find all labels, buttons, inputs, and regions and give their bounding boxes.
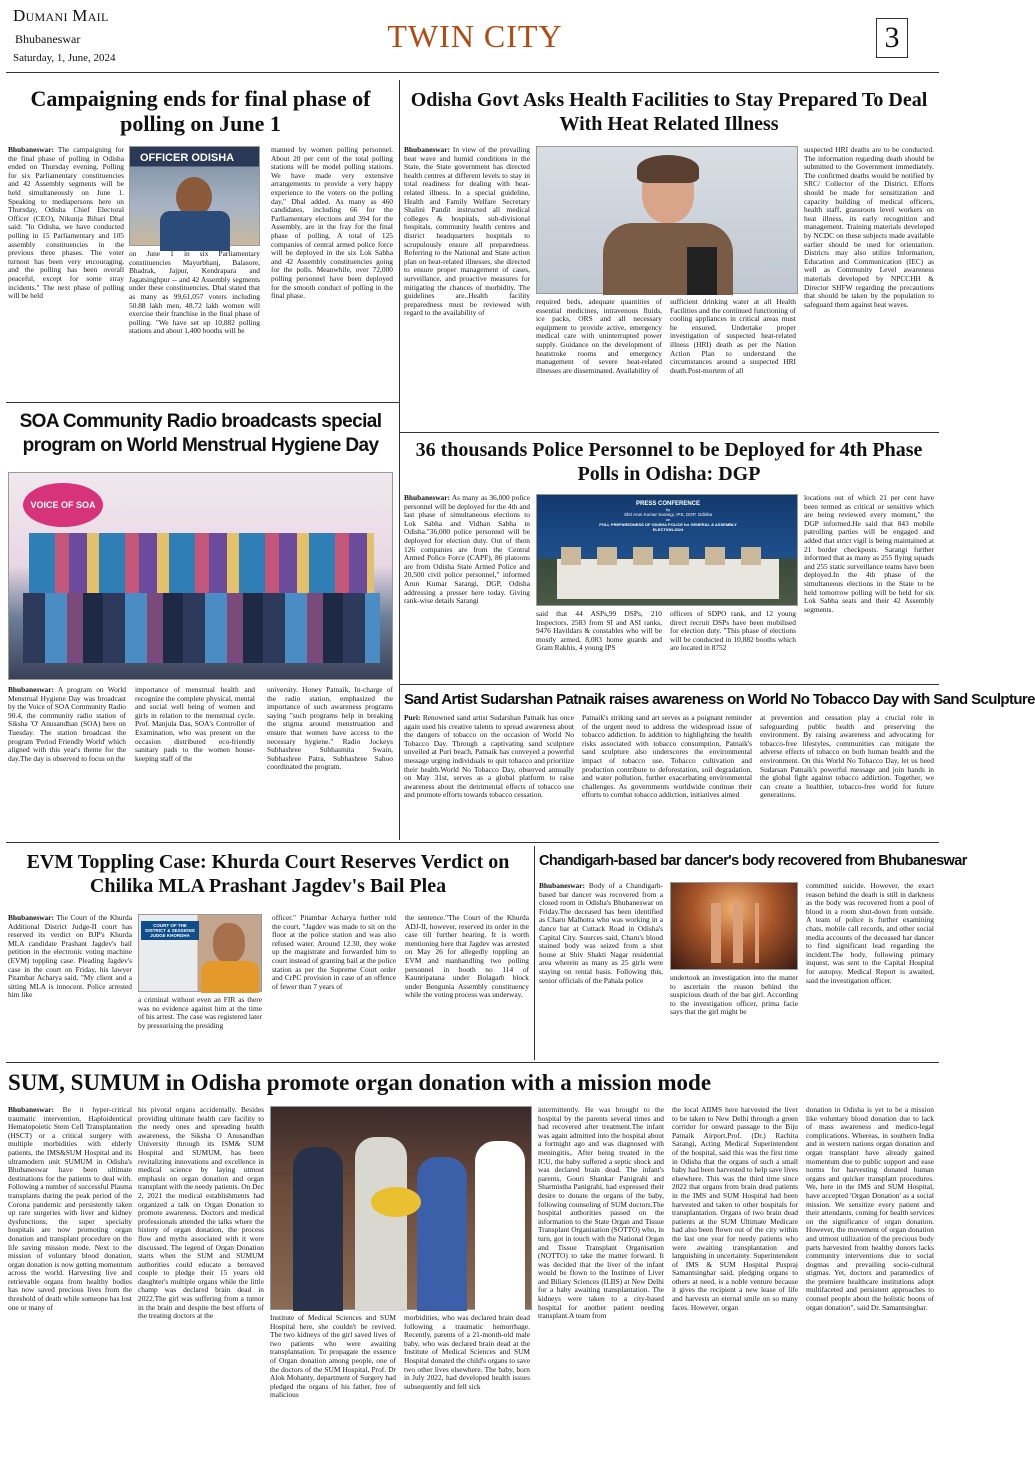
a6-col4 (405, 914, 529, 1056)
a7-col3 (806, 882, 934, 1058)
a8-col5 (538, 1106, 664, 1462)
a4-text3: officers of SDPO rank, and 12 young direct recruit DSPs have been mobilised for election duty. "This phase of elections will be conducted in 10,882 booths which are located in 8752 (670, 609, 796, 653)
a3-text1: Bhubaneswar: A program on World Menstrual Hygiene Day was broadcast by the Voice of SOA Community Radio 90.4, the community radio station of Siksha 'O' Anusandhan (SOA) here on Tuesday. The station broadcast the program 'Period Friendly World' which aligned with this year's theme for the day.The day is observed to focus on the (8, 685, 126, 763)
a6-col1 (8, 914, 132, 1056)
paper-name: Dumani Mail (13, 6, 109, 25)
secretary-mic (687, 247, 717, 295)
a1-col2 (129, 250, 260, 396)
a1-col1 (8, 146, 124, 396)
headline-sand-artist: Sand Artist Sudarshan Patnaik raises awareness on World No Tobacco Day with Sand Sculpture (404, 691, 1035, 708)
person-4 (475, 1141, 525, 1311)
banner-line5: POLL PREPAREDNESS OF ODISHA POLICE for GENERAL & ASSEMBLY ELECTION-2024 (599, 522, 737, 532)
group-people-row1 (29, 533, 374, 593)
headline-campaigning: Campaigning ends for final phase of polling on June 1 (30, 86, 371, 136)
person-1 (293, 1147, 343, 1311)
banner-line2: by (665, 507, 671, 512)
headline-heat: Odisha Govt Asks Health Facilities to Stay Prepared To Deal With Heat Related Illness (410, 89, 928, 135)
person-2 (355, 1137, 407, 1311)
person-3 (417, 1157, 467, 1311)
a8-text5: intermittently. He was brought to the hospital by the parents several times and had recovered after treatment.The infant was again admitted into the hospital about a fortnight ago and was diagnosed with meningitis,. After being treated in the ICU, the baby suffered a septic shock and was declared brain dead. The infant's parents, Gouri Shankar Panigrahi and Sharmistha Panigrahi, had expressed their desire to donate the organs of the baby, following counseling of SUM doctors.The hospital authorities passed on the information to the State Organ and Tissue Transplant Organisation (SOTTO) who, in turn, got in touch with the National Organ and Tissue Transplant Organisation (NOTTO) to take the matter forward. It was decided that the liver of the infant would be flown to the Institute of Liver and Biliary Sciences (ILBS) at New Delhi for a baby awaiting transplantation. The kidneys were taken to a city-based hospital for another patient needing transplant.A team from (538, 1105, 664, 1321)
a7-col2 (670, 974, 798, 1058)
a3-text3: university. Honey Patnaik, In-charge of the radio station, emphasized the importance of such awareness programs saying "such programs help in breaking the stigma around menstruation and ensure that women have access to the necessary hygiene." Radio Jockeys Subhashree Subhasmita Swain, Subhashree Patra, Subhashree Sahoo coordinated the program. (267, 685, 393, 772)
secretary-photo (536, 146, 798, 294)
a3-col1 (8, 686, 126, 834)
a8-text4: morbidities, who was declared brain dead following a traumatic hemorrhage. Recently, parents of a 21-month-old male baby, who was declared brain dead at the Institute of Medical Sciences and SUM Hospital donated the child's organs to save two other lives elsewhere. The baby, born in July 2022, had developed health issues subsequently and fell sick (404, 1313, 530, 1391)
a8-col7 (806, 1106, 934, 1462)
panel-table (557, 559, 779, 599)
a8-col4 (404, 1314, 530, 1462)
a6-text4: the sentence."The Court of the Khurda ADJ-II, however, reserved its order in the case till further hearing. It is worth mentioning here that Jagdev was arrested on May 26 for allegedly toppling an EVM and manhandling two polling personnel in booth no 114 of Kaunripatana under Bolagarh block under Bengunia Assembly constituency while the voting process was underway. (405, 913, 529, 1000)
a2-text2: required beds, adequate quantities of essential medicines, intravenous fluids, ice packs, ORS and all necessary equipment to provide active, emergency medical care with uninterrupted power supply. Guidance on the development of heatstroke rooms and emergency management of severe heat-related illnesses are disseminated. Availability of (536, 297, 662, 375)
a1-text3: manned by women polling personnel. About 20 per cent of the total polling stations will be model polling stations. We have made very extensive arrangements to provide a very happy experience to the voters on the polling day," Dhal added. As many as 460 candidates, including 66 for the Parliamentary elections and 394 for the Assembly, are in the fray for the final phase of polling. A total of 125 companies of central armed police force will be deployed in the six Lok Sabha and 42 Assembly constituencies going for the polls. Meanwhile, over 72,000 polling personnel have been deployed for the smooth conduct of polling in the final phase. (271, 145, 393, 301)
a4-col3 (670, 610, 796, 680)
a7-text3: committed suicide. However, the exact reason behind the death is still in darkness as the body was recovered from a pool of blood in a room shut-down from outside. A team of police is further examining chats, mobile call records, and other social media accounts of the deceased bar dancer to find significant lead regarding the incident.The body, following primary inquest, was sent to the Capital Hospital for autopsy. Medical Report is awaited, said the investigation officer. (806, 881, 934, 985)
banner-line1: PRESS CONFERENCE (635, 501, 700, 507)
crime-scene-photo (670, 882, 798, 970)
a2-col1 (404, 146, 530, 430)
h-divider-5 (6, 1062, 939, 1063)
headline-evm: EVM Toppling Case: Khurda Court Reserves Verdict on Chilika MLA Prashant Jagdev's Bail Plea (26, 851, 510, 897)
a1-text2: on June 1 in six Parliamentary constituencies Mayurbhanj, Balasore, Bhadrak, Jajpur, Kendrapara and Jagatsinghpur -- and 42 Assembly segments under these constituencies. Dhal stated that as many as 99,61,057 voters including 50.88 lakh men, 48.72 lakh women will exercise their franchise in the final phase of polling. "We have set up 10,882 polling stations and about 1,400 booths will be (129, 249, 260, 336)
officer-press-photo (129, 146, 260, 246)
section-title: TWIN CITY (387, 18, 563, 54)
a8-text1: Bhubaneswar: Be it hyper-critical traumatic intervention, Haploidentical Hematopoietic Stem Cell Transplantation (HSCT) or a critical surgery with multiple morbidities with elderly patients, the IMS&SUM Hospital and its ultramodern unit SUMUM in Odisha's Bhubaneswar have been ultimate destinations for the patients to deal with. Following a number of successful Plasma transplants during the peak period of the Corona pandemic and persistently taken up rare surgeries with liver and kidney dysfunctions, the super specialty hospitals are now promoting organ donation and transplant procedure on the life saving mission mode. Next to the mission of voluntary blood donation, organ donation is now getting momentum across the world. Harvesting live and retrievable organs from healthy bodies has now saved precious lives from the threshold of death while someone has lost one or many of (8, 1105, 132, 1312)
a2-col3 (670, 298, 796, 430)
a2-text4: suspected HRI deaths are to be conducted. The information regarding death should be submitted to the Government immediately. The confirmed deaths would be notified by SRC/ Collector of the District. Efforts should be made for sensitization and capacity building of medical officers, health staff, grassroots level workers on heat illness, its early recognition and management. Training materials developed by NCDC on these subjects made available earlier should be used for orientation. Districts may also utilize Information, Education and Communication (IEC) as well as Community Level awareness materials developed by NPCCHH & Director SHFW regarding the precautions that should be taken by the population to safeguard them against heat waves. (804, 145, 934, 309)
award-ceremony-photo (270, 1106, 532, 1310)
headline-soa-radio: SOA Community Radio broadcasts special program on World Menstrual Hygiene Day (19, 411, 382, 456)
a6-text1: Bhubaneswar: The Court of the Khurda Additional District Judge-II court has reserved its verdict on BJP's Khurda MLA candidate Prashant Jagdev's bail petition in the electronic voting machine (EVM) toppling case. Pleading Jagdev's case in the court on Friday, his lawyer Pitambar Acharya said, "My client and a sitting MLA is innocent. Police arrested him like (8, 913, 132, 1000)
a3-col3 (267, 686, 393, 834)
headline-organ: SUM, SUMUM in Odisha promote organ donation with a mission mode (8, 1070, 712, 1095)
a6-col3 (272, 914, 396, 1056)
a4-col1 (404, 494, 530, 680)
a8-text7: donation in Odisha is yet to be a mission like voluntary blood donation due to lack of mass awareness and medico-legal complications. Whereas, in southern India and in western nations organ donation and organ transplant have already gained momentum due to public support and ease norms for harvesting donated human organs and quicker transplant procedures. We, here in the IMS and SUM Hospital, have accepted 'Organ Donation' as a social mission. We sensitize every patient and their attendants, coming for health services on the significance of organ donation. However, the movement of organ donation and utmost utilization of the precious body parts harvested from healthy donors lacks community interventions due to social dogmas and prevailing socio-cultural stigmas. Yet, doctors and paramedics of the premiere healthcare institutions adopt multifaceted and persistent approaches to counsel people about the holistic boons of organ donation", said Dr. Samantsinghar. (806, 1105, 934, 1312)
paper-city: Bhubaneswar (15, 32, 81, 46)
a2-text3: sufficient drinking water at all Health Facilities and the continued functioning of cooling appliances in critical areas must be ensured. Undertake proper investigation of suspected heat-related illness (HRI) death as per the Nation Action Plan to understand the circumstances around a suspected HRI death.Post-mortem of all (670, 297, 796, 375)
a4-col2 (536, 610, 662, 680)
a1-col3 (271, 146, 393, 396)
a7-text1: Bhubaneswar: Body of a Chandigarh-based bar dancer was recovered from a closed room in Odisha's Bhubaneswar on Friday.The deceased has been identified as Charu Malhotra who was working in a dance bar at Cuttack Road in Odisha's Capital City. Sources said, Charu's blood stained body was seized from a shut house at Shiv Shakti Nagar residential area wherein as many as 25 girls were staying on rental basis. Following this, senior officials of the Pahala police (539, 881, 663, 985)
a5-col2 (582, 714, 752, 838)
court-sign: COURT OF THE DISTRICT & SESSIONS JUDGE KHORDHA (141, 921, 199, 940)
a1-text1: Bhubaneswar: The campaigning for the final phase of polling in Odisha ended on Thursday evening. Polling for six Parliamentary constituencies and 42 Assembly segments will be held simultaneously on June 1. Speaking to mediapersons here on Thursday, Odisha Chief Electoral Officer (CEO), Nikunja Bihari Dhal said: "In Odisha, we have conducted polling in 15 Parliamentary and 105 assembly constituencies in the previous three phases. The voter turnout has been very encouraging, and the polling has been overall peaceful, except for some stray incidents." The next phase of polling will be held (8, 145, 124, 301)
a5-text3: at prevention and cessation play a crucial role in safeguarding public health and preserving the environment. By raising awareness and advocating for tobacco-free lifestyles, communities can mitigate the adverse effects of tobacco on both human health and the environment. On this World No Tobacco Day, let us heed Sudarsan Patnaik's powerful message and join hands in the global fight against tobacco addiction. Together, we can create a healthier, tobacco-free world for future generations. (760, 713, 934, 800)
conference-banner (597, 501, 739, 532)
masthead-rule (6, 72, 939, 73)
h-divider-3 (399, 684, 939, 685)
a8-text3: Institute of Medical Sciences and SUM Hospital here, she couldn't be revived. The two kidneys of the girl saved lives of two patients who were awaiting transplantation. To propagate the essence of Organ donation among people, one of the doctors of the SUM Hospital, Prof. Dr Alok Mohanty, department of Surgery had pledged the organs of his father, free of malicious (270, 1313, 396, 1400)
page-number: 3 (876, 18, 908, 58)
panel-officers (561, 547, 775, 565)
h-divider-4 (6, 842, 939, 843)
a7-text2: undertook an investigation into the matter to ascertain the reason behind the suspicious death of the bar girl. According to the investigation officer, prima facie says that the girl might be (670, 973, 798, 1017)
radio-banner: VOICE OF SOA (23, 483, 103, 527)
v-divider (399, 80, 400, 840)
mla-face (213, 923, 245, 963)
a6-text3: officer." Pitambar Acharya further told the court, "Jagdev was made to sit on the floor at the police station and was also refused water. Around 12.30, they woke up the magistrate and forwarded him to court instead of granting bail at the police station as per the Supreme Court order and CrPC provision in case of an offence of fewer than 7 years of (272, 913, 396, 991)
a3-col2 (135, 686, 255, 834)
a8-text6: the local AIIMS here harvested the liver to be taken to New Delhi through a green corridor for onward passage to the Biju Patnaik Airport.Prof. (Dr.) Rachita Sarangi, Acting Medical Superintendent of the hospital, said this was the first time in Odisha that the organs of such a small baby had been harvested to help save lives elsewhere. This was the third time since 2022 that organs from brain dead patients in the IMS and SUM Hospital had been harvested and taken to other hospitals for transplantation. Organs of two brain dead patients at the SUM Ultimate Medicare had also been flown out of the city within the last one year for needy patients who were awaiting transplantation and languishing in uncertainty. Superintendent of IMS & SUM Hospital Puspraj Samantsinghar said, pledging organs to others at need, is a noble venture because it gives the recipient a new lease of life and harvests an eternal smile on so many faces. However, organ (672, 1105, 798, 1312)
secretary-hair (637, 155, 699, 183)
court-photo (138, 914, 262, 992)
h-divider-1 (6, 402, 399, 403)
a8-col1 (8, 1106, 132, 1462)
group-people-row2 (23, 593, 380, 663)
a6-col2 (138, 996, 262, 1056)
a8-col3 (270, 1314, 396, 1462)
a4-col4 (804, 494, 934, 680)
a2-col2 (536, 298, 662, 430)
a4-text2: said that 44 ASPs,99 DSPs, 210 Inspectors, 2583 from SI and ASI ranks, 9476 Havildars & constables who will be mostly armed, 8,083 home guards and Gram Rakhis, 4 young IPS (536, 609, 662, 653)
a8-col2 (138, 1106, 264, 1462)
banner-line4: on (665, 517, 671, 522)
a8-col6 (672, 1106, 798, 1462)
h-divider-2 (399, 432, 939, 433)
paper-date: Saturday, 1, June, 2024 (13, 52, 116, 64)
a5-text1: Puri: Renowned sand artist Sudarshan Patnaik has once again used his creative talents to spread awareness about the dangers of tobacco on the occasion of World No Tobacco Day. Through a captivating sand sculpture unveiled at Puri beach, Patnaik has conveyed a powerful message urging individuals to quit tobacco and prioritize their health.World No Tobacco Day, observed annually on May 31st, serves as a global platform to raise awareness about the detrimental effects of tobacco use and promote efforts towards tobacco cessation. (404, 713, 574, 800)
a4-text4: locations out of which 21 per cent have been termed as critical or sensitive which are being reviewed every moment," the DGP informed.He said that 843 mobile patrolling parties will be engaged and added that strict vigil is being maintained at 21 border checkposts. Sarangi further informed that as many as 255 flying squads and 255 static surveillance teams have been deployed.In the 4th phase of the simultaneous elections in the State to be held tomorrow polling will be held for six Lok Sabha seats and their 42 Assembly segments. (804, 493, 934, 614)
a8-text2: his pivotal organs accidentally. Besides providing ultimate health care facility to the needy ones and spreading health awareness, the Siksha O Anusandhan University through its ISM& SUM Hospital and SUMUM, has been revitalizing innovations and excellence in medical science by laying utmost emphasis on organ donation and organ transplant with the needy patients. On Dec 2, 2021 the medical establishments had organized a talk on Organ Donation to promote awareness. Doctors and medical professionals attended the talks where the history of organ donation, the process flow and myths associated with it were discussed. The legend of Organ Donation starts when the SUM and SUMUM authorities could educate a bereaved couple to pledge their 15 years old daughter's multiple organs while the little champ was declared brain dead in 2022.The girl was suffering from a tumor in the brain and despite the best efforts of the treating doctors at the (138, 1105, 264, 1321)
a5-text2: Patnaik's striking sand art serves as a poignant reminder of the urgent need to address the widespread issue of tobacco addiction. In addition to highlighting the health risks associated with tobacco consumption, Patnaik's sand sculpture also underscores the environmental impact of tobacco use. Tobacco cultivation and production contribute to deforestation, soil degradation, and water pollution, further exacerbating environmental challenges. As governments worldwide continue their efforts to combat tobacco addiction, initiatives aimed (582, 713, 752, 800)
a5-col1 (404, 714, 574, 838)
flowers (371, 1187, 421, 1217)
a7-col1 (539, 882, 663, 1058)
a5-col3 (760, 714, 934, 838)
headline-police: 36 thousands Police Personnel to be Deployed for 4th Phase Polls in Odisha: DGP (415, 439, 923, 485)
banner-line3: Shri Arun Kumar Sarangi, IPS, DGP, Odisha (624, 512, 712, 517)
a4-text1: Bhubaneswar: As many as 36,000 police personnel will be deployed for the 4th and last phase of simultaneous elections to Lok Sabha and Vidhan Sabha in Odisha."36,000 police personnel will be deployed for election duty. Out of them 126 companies are from the Central Armed Police Force (CAPF), 86 platoons are from Odisha State Armed Police and 20,500 civil police personnel," informed Arun Kumar Sarangi, DGP, Odisha addressing a presser here today. Giving rank-wise details Sarangi (404, 493, 530, 606)
headline-bar-dancer: Chandigarh-based bar dancer's body recovered from Bhubaneswar (539, 853, 967, 869)
masthead (0, 0, 945, 76)
officer-body (160, 211, 230, 251)
v-divider-2 (534, 846, 535, 1060)
officer-sign: OFFICER ODISHA (140, 152, 235, 164)
press-conference-photo (536, 494, 798, 606)
a6-text2: a criminal without even an FIR as there was no evidence against him at the time of his arrest. The case was registered later by pressurising the presiding (138, 995, 262, 1030)
mla-body (201, 961, 259, 993)
legs-figure (711, 903, 759, 963)
radio-group-photo (8, 472, 393, 680)
a2-col4 (804, 146, 934, 430)
a2-text1: Bhubaneswar: In view of the prevailing heat wave and humid conditions in the State, the State government has directed health centres at different levels to stay in total readiness for dealing with heat-related illness. In a special guideline, Health and Family Welfare Secretary Shalini Pandit instructed all medical colleges & hospitals, sub-divisional hospitals, community health centres and district headquarters hospitals to scrupulously ensure all preparedness. Referring to the National and State action plan on heat-related illnesses, she directed to ensure proper management of cases, surveillance, and proactive measures for mitigating the chances of morbidity. The guidelines are..Health facility preparedness must be reviewed with regard to the availability of (404, 145, 530, 318)
a3-text2: importance of menstrual health and recognize the complete physical, mental and social well being of women and girls in relation to the menstrual cycle. Prof. Manjula Das, SOA's Controller of Examination, who was present on the occasion distributed eco-friendly sanitary pads to the women house-keeping staff of the (135, 685, 255, 763)
